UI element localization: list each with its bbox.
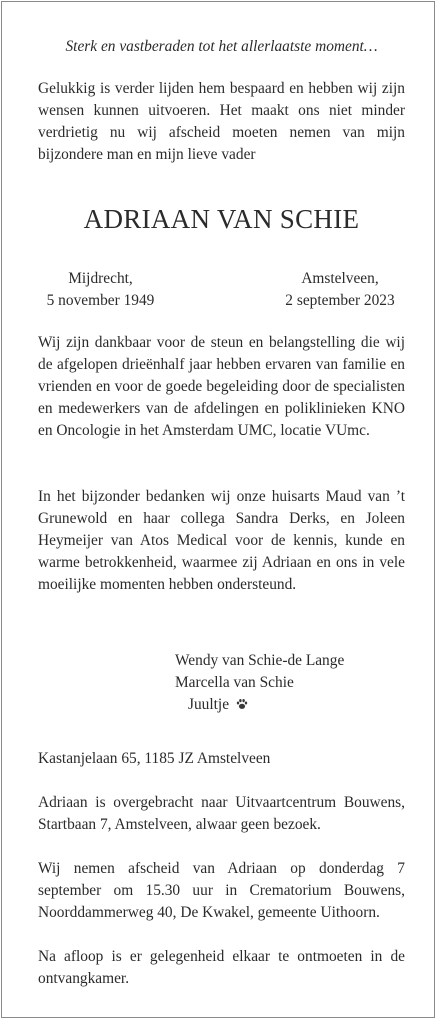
death-date: 2 september 2023	[285, 292, 395, 309]
motto: Sterk en vastberaden tot het allerlaatste moment…	[65, 38, 378, 55]
birth-place: Mijdrecht,	[68, 270, 133, 287]
birth-info	[38, 268, 163, 312]
deceased-name: ADRIAAN VAN SCHIE	[83, 204, 360, 234]
death-place: Amstelveen,	[301, 270, 379, 287]
transfer-paragraph: Adriaan is overgebracht naar Uitvaartcentrum Bouwens, Startbaan 7, Amstelveen, alwaar geen bezoek.	[38, 794, 405, 833]
signatories	[175, 650, 344, 716]
death-info	[275, 268, 405, 312]
intro-paragraph: Gelukkig is verder lijden hem bespaard en hebben wij zijn wensen kunnen uitvoeren. Het maakt ons niet minder verdrietig nu wij afscheid moeten nemen van mijn bijzondere man en mijn lieve vader	[38, 80, 405, 163]
obituary-card	[1, 1, 435, 1018]
signatory-1: Wendy van Schie-de Lange	[175, 652, 345, 669]
address: Kastanjelaan 65, 1185 JZ Amstelveen	[38, 750, 271, 767]
signatory-3: Juultje	[188, 696, 230, 713]
reception-paragraph: Na afloop is er gelegenheid elkaar te ontmoeten in de ontvangkamer.	[38, 948, 405, 987]
birth-date: 5 november 1949	[46, 292, 155, 309]
thanks-paragraph-1: Wij zijn dankbaar voor de steun en belangstelling die wij de afgelopen drieënhalf jaar hebben ervaren van familie en vrienden en voor de goede begeleiding door de specialisten en medewerkers van de afdelingen en poliklinieken KNO en Oncologie in het Amsterdam UMC, locatie VUmc.	[38, 334, 405, 439]
thanks-paragraph-2: In het bijzonder bedanken wij onze huisarts Maud van ’t Grunewold en haar collega Sandra Derks, en Joleen Heymeijer van Atos Medical voor de kennis, kunde en warme betrokkenheid, waarmee zij Adriaan en ons in vele moeilijke momenten hebben ondersteund.	[38, 488, 405, 593]
signatory-pet	[175, 694, 344, 716]
farewell-paragraph: Wij nemen afscheid van Adriaan op donderdag 7 september om 15.30 uur in Crematorium Bouwens, Noorddammerweg 40, De Kwakel, gemeente Uithoorn.	[38, 860, 405, 921]
signatory-2: Marcella van Schie	[175, 674, 294, 691]
paw-icon	[236, 698, 248, 710]
